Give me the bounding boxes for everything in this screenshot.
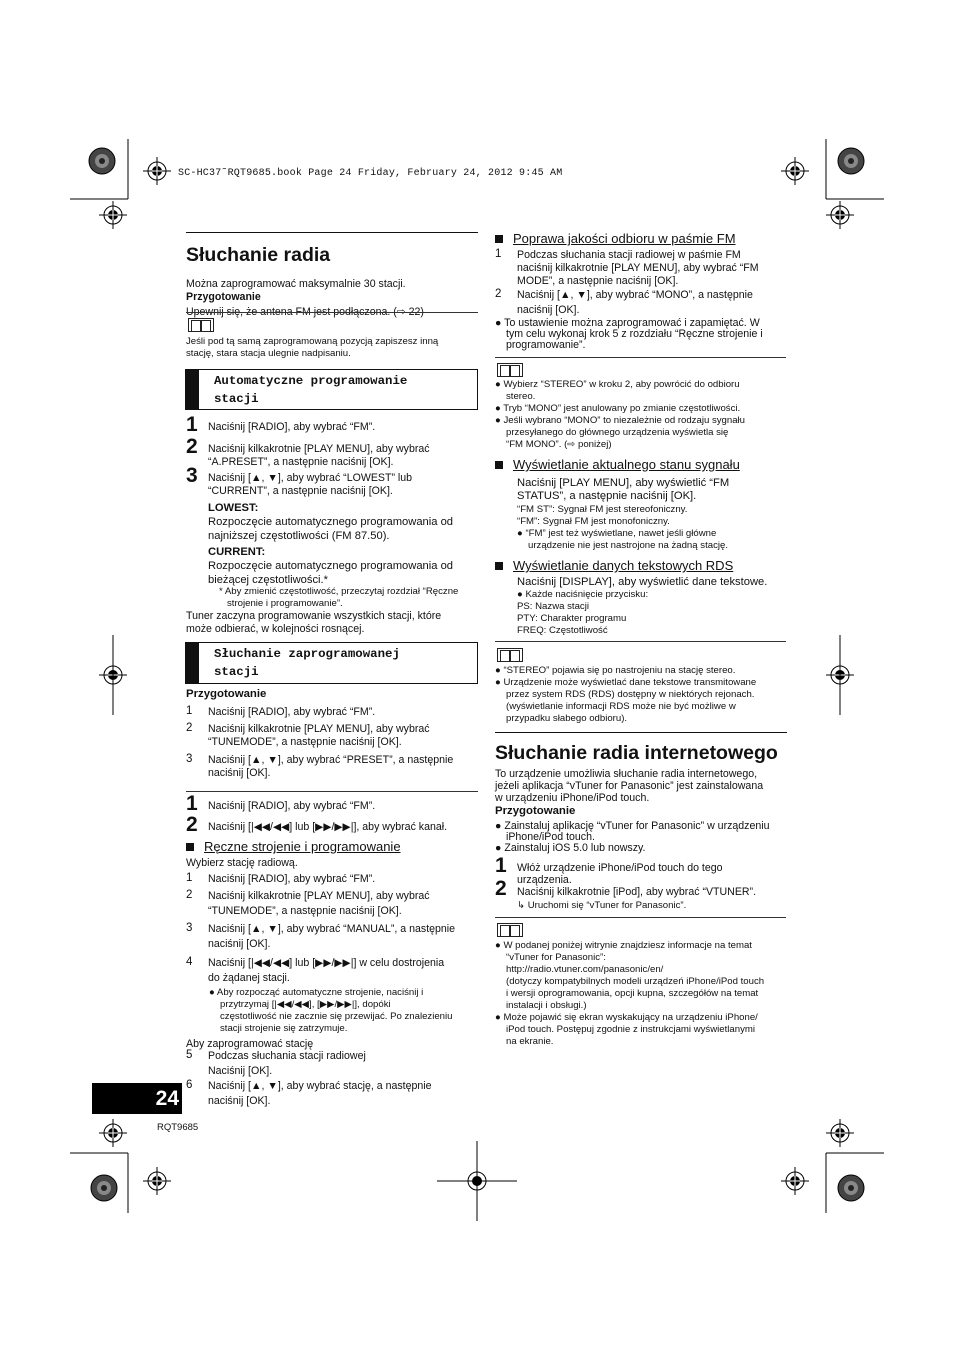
note-line: instalacji i obsługi.) (506, 1000, 587, 1011)
step-result: ↳ Uruchomi się “vTuner for Panasonic”. (517, 900, 687, 911)
rds-text: Naciśnij [DISPLAY], aby wyświetlić dane tekstowe. (517, 576, 768, 588)
model-code: RQT9685 (157, 1122, 199, 1133)
text-line: może odbierać, w kolejności rosnącej. (186, 623, 365, 635)
note-mono (495, 379, 787, 451)
signal-details (517, 504, 787, 552)
text-line: w urządzeniu iPhone/iPod touch. (495, 792, 650, 804)
step-number: 3 (186, 464, 198, 487)
preparation-label: Przygotowanie (186, 688, 267, 700)
step-line: Naciśnij [RADIO], aby wybrać “FM”. (208, 421, 376, 433)
note-line: ● W podanej poniżej witrynie znajdziesz informacje na temat (495, 940, 752, 951)
note-line: Jeśli pod tą samą zaprogramowaną pozycją zapiszesz inną (186, 336, 439, 347)
manual-bullet (209, 987, 479, 1035)
program-subtitle: Aby zaprogramować stację (186, 1038, 314, 1050)
footnote-line: strojenie i programowanie”. (227, 598, 343, 609)
note-line: http://radio.vtuner.com/panasonic/en/ (506, 964, 664, 975)
note-line: i wersji oprogramowania, opcji kupna, szczegółów na temat (506, 988, 759, 999)
text-line: Tuner zaczyna programowanie wszystkich stacji, które (186, 610, 442, 622)
section-title-internet-radio: Słuchanie radia internetowego (495, 742, 778, 764)
step-number: 2 (186, 435, 198, 458)
bullet-line: przytrzymaj [|◀◀/◀◀], [▶▶/▶▶|], dopóki (220, 999, 391, 1010)
step-line: Naciśnij [▲, ▼], aby wybrać “PRESET”, a następnie (208, 754, 454, 766)
option-line: najniższej częstotliwości (FM 87.50). (208, 530, 390, 542)
print-header: SC-HC37˜RQT9685.book Page 24 Friday, February 24, 2012 9:45 AM (178, 168, 563, 179)
note-line: (dotyczy kompatybilnych modeli urządzeń iPhone/iPod touch (506, 976, 765, 987)
step-number: 2 (186, 813, 198, 836)
note-icon (188, 318, 214, 332)
bullet-line: ● Zainstaluj aplikację “vTuner for Panasonic” w urządzeniu (495, 820, 770, 832)
subsection-title-line: stacji (214, 665, 259, 679)
lowest-option (208, 501, 483, 543)
bullet-line: programowanie”. (506, 339, 586, 351)
step-line: “CURRENT”, a następnie naciśnij [OK]. (208, 485, 393, 497)
text-line: Naciśnij [PLAY MENU], aby wyświetlić “FM (517, 477, 730, 489)
step-line: naciśnij [OK]. (208, 767, 271, 779)
step-text (517, 862, 787, 886)
step-number: 3 (186, 753, 193, 765)
note-line: ● “STEREO” pojawia się po nastrojeniu na stację stereo. (495, 665, 736, 676)
step-line: Naciśnij [▲, ▼], aby wybrać “LOWEST” lub (208, 472, 413, 484)
note-line: ● Jeśli wybrano “MONO” to niezależnie od rodzaju sygnału (495, 415, 746, 426)
footnote (219, 586, 481, 610)
step-line: do żądanej stacji. (208, 972, 290, 984)
subsection-title: Wyświetlanie danych tekstowych RDS (513, 558, 734, 573)
step-number: 3 (186, 922, 193, 934)
note-overwrite (186, 336, 478, 360)
detail-line: ● “FM” jest też wyświetlane, nawet jeśli główne (517, 528, 717, 539)
note-line: “vTuner for Panasonic”: (506, 952, 606, 963)
detail-line: FREQ: Częstotliwość (517, 625, 608, 636)
left-column (186, 232, 478, 319)
note-line: “FM MONO”. (⇨ poniżej) (506, 439, 612, 450)
text-line: jeżeli aplikacja “vTuner for Panasonic” jest zainstalowana (495, 780, 764, 792)
step-line: Podczas słuchania stacji radiowej (208, 1050, 366, 1062)
step-line: naciśnij [OK]. (208, 938, 271, 950)
step-line: Naciśnij kilkakrotnie [PLAY MENU], aby wybrać (208, 723, 430, 735)
note-line: ● Może pojawić się ekran wyskakujący na urządzeniu iPhone/ (495, 1012, 758, 1023)
step-line: Naciśnij [OK]. (208, 1065, 273, 1077)
step-line: urządzenia. (517, 874, 572, 886)
bullet-line: iPhone/iPod touch. (506, 831, 595, 843)
note-line: ● Wybierz “STEREO” w kroku 2, aby powrócić do odbioru (495, 379, 740, 390)
note-line: (wyświetlanie informacji RDS może nie być możliwe w (506, 701, 736, 712)
subsection-rds (495, 559, 733, 572)
note-line: stereo. (506, 391, 536, 402)
text-line: To urządzenie umożliwia słuchanie radia internetowego, (495, 768, 758, 780)
step-line: Naciśnij [|◀◀/◀◀] lub [▶▶/▶▶|] w celu dostrojenia (208, 957, 445, 969)
step-text: Naciśnij [RADIO], aby wybrać “FM”. (208, 800, 376, 812)
detail-line: urządzenie nie jest nastrojone na żadną stację. (528, 540, 728, 551)
subsection-title-line: stacji (214, 392, 259, 406)
step-line: naciśnij [OK]. (208, 1095, 271, 1107)
step-line: Podczas słuchania stacji radiowej w paśmie FM (517, 249, 741, 261)
subsection-title: Wyświetlanie aktualnego stanu sygnału (513, 457, 740, 472)
note-icon (497, 923, 523, 937)
rds-details (517, 589, 787, 637)
step-line: naciśnij kilkakrotnie [PLAY MENU], aby wybrać “FM (517, 262, 759, 274)
manual-subtitle: Wybierz stację radiową. (186, 857, 298, 869)
subsection-manual-tuning (186, 840, 401, 853)
step-text (208, 421, 483, 434)
manual-steps (186, 873, 478, 987)
subsection-fm-quality (495, 232, 736, 245)
step-line: Naciśnij [RADIO], aby wybrać “FM”. (208, 706, 376, 718)
subsection-title: Poprawa jakości odbioru w paśmie FM (513, 231, 736, 246)
step-number: 1 (186, 792, 198, 815)
step-number: 6 (186, 1079, 193, 1091)
subsection-title-line: Automatyczne programowanie (214, 374, 408, 388)
step-text: Naciśnij kilkakrotnie [iPod], aby wybrać “VTUNER”. (517, 886, 757, 898)
step-number: 2 (186, 889, 193, 901)
bullet-line: częstotliwość nie zacznie się przewijać. Po znalezieniu (220, 1011, 453, 1022)
step-line: Naciśnij [▲, ▼], aby wybrać “MANUAL”, a następnie (208, 923, 456, 935)
tuner-text (186, 610, 478, 636)
subsection-title-line: Słuchanie zaprogramowanej (214, 647, 400, 661)
note-line: na ekranie. (506, 1036, 554, 1047)
option-line: bieżącej częstotliwości.* (208, 574, 329, 586)
option-line: Rozpoczęcie automatycznego programowania od (208, 560, 454, 572)
step-text (208, 472, 483, 498)
current-option (208, 545, 483, 587)
step-number: 5 (186, 1049, 193, 1061)
detail-line: “FM”: Sygnał FM jest monofoniczny. (517, 516, 670, 527)
step-number: 4 (186, 956, 193, 968)
note-vtuner (495, 940, 787, 1048)
option-label: CURRENT: (208, 546, 266, 558)
detail-line: ● Każde naciśnięcie przycisku: (517, 589, 649, 600)
step-line: Naciśnij [▲, ▼], aby wybrać “MONO”, a następnie (517, 289, 753, 301)
signal-text (517, 477, 787, 503)
fm-steps (495, 249, 787, 319)
note-icon (497, 648, 523, 662)
step-number: 1 (186, 705, 193, 717)
preparation-label: Przygotowanie (495, 805, 576, 817)
note-line: przesyłanego do głównego urządzenia wyświetla się (506, 427, 729, 438)
note-line: stację, stara stacja ulegnie nadpisaniu. (186, 348, 351, 359)
step-number: 1 (186, 413, 198, 436)
note-rds (495, 665, 787, 725)
step-line: Naciśnij kilkakrotnie [PLAY MENU], aby wybrać (208, 443, 430, 455)
note-line: przypadku słabego odbioru). (506, 713, 628, 724)
step-number: 2 (495, 877, 507, 900)
bullet-line: tym celu wykonaj krok 5 z rozdziału “Ręczne strojenie i (506, 328, 763, 340)
option-label: LOWEST: (208, 502, 259, 514)
step-number: 1 (495, 854, 507, 877)
detail-line: “FM ST”: Sygnał FM jest stereofoniczny. (517, 504, 688, 515)
internet-prep (495, 821, 787, 854)
note-line: ● Urządzenie może wyświetlać dane tekstowe transmitowane (495, 677, 757, 688)
fm-bullet (495, 318, 787, 351)
step-line: “TUNEMODE”, a następnie naciśnij [OK]. (208, 905, 402, 917)
bullet-line: stacji strojenie się zatrzymuje. (220, 1023, 348, 1034)
preparation-label: Przygotowanie (186, 291, 261, 303)
preparation-text: Upewnij się, że antena FM jest podłączona. (⇨ 22) (186, 306, 424, 318)
text-line: STATUS”, a następnie naciśnij [OK]. (517, 490, 697, 502)
step-line: MODE”, a następnie naciśnij [OK]. (517, 275, 679, 287)
step-line: naciśnij [OK]. (517, 304, 580, 316)
option-line: Rozpoczęcie automatycznego programowania od (208, 516, 454, 528)
subsection-listen-preset (185, 642, 478, 684)
step-line: “A.PRESET”, a następnie naciśnij [OK]. (208, 456, 394, 468)
note-line: iPod touch. Postępuj zgodnie z instrukcjami wyświetlanymi (506, 1024, 756, 1035)
note-line: ● Tryb “MONO” jest anulowany po zmianie częstotliwości. (495, 403, 741, 414)
step-line: Naciśnij [▲, ▼], aby wybrać stację, a następnie (208, 1080, 432, 1092)
step-line: Naciśnij kilkakrotnie [PLAY MENU], aby wybrać (208, 890, 430, 902)
subsection-signal-status (495, 458, 740, 471)
bullet-line: ● Aby rozpocząć automatyczne strojenie, naciśnij i (209, 987, 424, 998)
subsection-title: Ręczne strojenie i programowanie (204, 839, 401, 854)
prep-steps (186, 706, 478, 784)
intro-text: Można zaprogramować maksymalnie 30 stacji. (186, 278, 406, 290)
program-steps (186, 1050, 478, 1110)
step-text (208, 443, 483, 469)
step-number: 1 (186, 872, 193, 884)
bullet-line: ● Zainstaluj iOS 5.0 lub nowszy. (495, 842, 646, 854)
step-text: Naciśnij [|◀◀/◀◀] lub [▶▶/▶▶|], aby wybrać kanał. (208, 821, 448, 833)
step-number: 1 (495, 248, 502, 260)
page-number: 24 (92, 1083, 182, 1114)
bullet-line: ● To ustawienie można zaprogramować i zapamiętać. W (495, 317, 760, 329)
internet-intro (495, 768, 787, 804)
note-icon (497, 363, 523, 377)
subsection-auto-programming (185, 369, 478, 410)
step-number: 2 (186, 722, 193, 734)
step-number: 2 (495, 288, 502, 300)
detail-line: PS: Nazwa stacji (517, 601, 589, 612)
footnote-line: * Aby zmienić częstotliwość, przeczytaj rozdział “Ręczne (219, 586, 459, 597)
step-line: “TUNEMODE”, a następnie naciśnij [OK]. (208, 736, 402, 748)
detail-line: PTY: Charakter programu (517, 613, 627, 624)
step-line: Włóż urządzenie iPhone/iPod touch do tego (517, 862, 723, 874)
section-title-radio: Słuchanie radia (186, 244, 331, 266)
note-line: przez system RDS (RDS) dostępny w niektórych rejonach. (506, 689, 755, 700)
step-line: Naciśnij [RADIO], aby wybrać “FM”. (208, 873, 376, 885)
